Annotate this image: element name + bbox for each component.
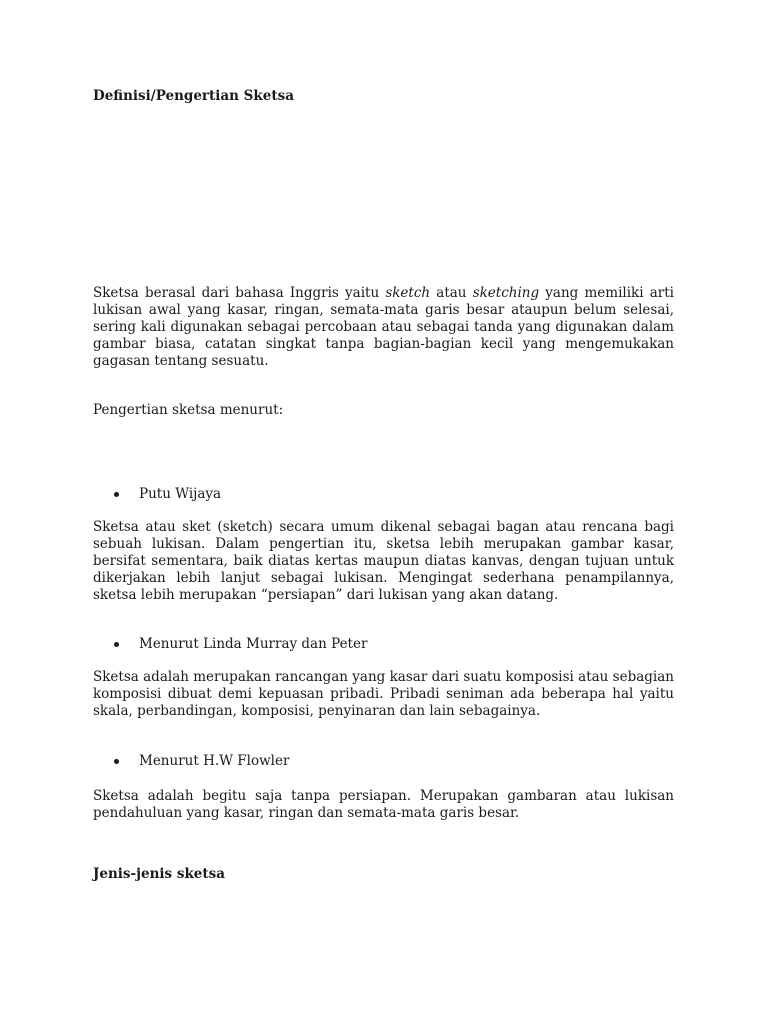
intro-paragraph: [93, 285, 674, 370]
bullet-hw-flowler: [114, 753, 289, 770]
bullet-dot-icon: [114, 492, 119, 497]
heading-definition: Definisi/Pengertian Sketsa: [93, 88, 294, 104]
intro-text-3: yang memiliki arti lukisan awal yang kasar, ringan, semata-mata garis besar ataupun belum selesai, sering kali digunakan sebagai percobaan atau sebagai tanda yang digunakan dalam gambar biasa, catatan singkat tanpa bagian-bagian kecil yang mengemukakan gagasan tentang sesuatu.: [93, 285, 674, 369]
paragraph-putu-wijaya: Sketsa atau sket (sketch) secara umum dikenal sebagai bagan atau rencana bagi sebuah lukisan. Dalam pengertian itu, sketsa lebih merupakan gambar kasar, bersifat sementara, baik diatas kertas maupun diatas kanvas, dengan tujuan untuk dikerjakan lebih lanjut sebagai lukisan. Mengingat sederhana penampilannya, sketsa lebih merupakan “persiapan” dari lukisan yang akan datang.: [93, 519, 674, 603]
bullet-label: Menurut Linda Murray dan Peter: [139, 636, 368, 652]
paragraph-hw-flowler: Sketsa adalah begitu saja tanpa persiapan. Merupakan gambaran atau lukisan pendahuluan yang kasar, ringan dan semata-mata garis besar.: [93, 788, 674, 821]
term-sketching: sketching: [472, 285, 540, 301]
term-sketch: sketch: [385, 285, 431, 301]
bullet-linda-murray: [114, 636, 367, 653]
intro-text-1: Sketsa berasal dari bahasa Inggris yaitu: [93, 285, 386, 301]
bullet-label: Putu Wijaya: [139, 486, 222, 502]
heading-types: Jenis-jenis sketsa: [93, 866, 225, 882]
bullet-dot-icon: [114, 759, 119, 764]
bullet-putu-wijaya: [114, 486, 221, 503]
bullet-label: Menurut H.W Flowler: [139, 753, 290, 769]
intro-text-2: atau: [430, 285, 473, 301]
bullet-dot-icon: [114, 642, 119, 647]
paragraph-linda-murray: Sketsa adalah merupakan rancangan yang kasar dari suatu komposisi atau sebagian komposisi dibuat demi kepuasan pribadi. Pribadi seniman ada beberapa hal yaitu skala, perbandingan, komposisi, penyinaran dan lain sebagainya.: [93, 669, 674, 719]
opinions-label: Pengertian sketsa menurut:: [93, 402, 284, 418]
